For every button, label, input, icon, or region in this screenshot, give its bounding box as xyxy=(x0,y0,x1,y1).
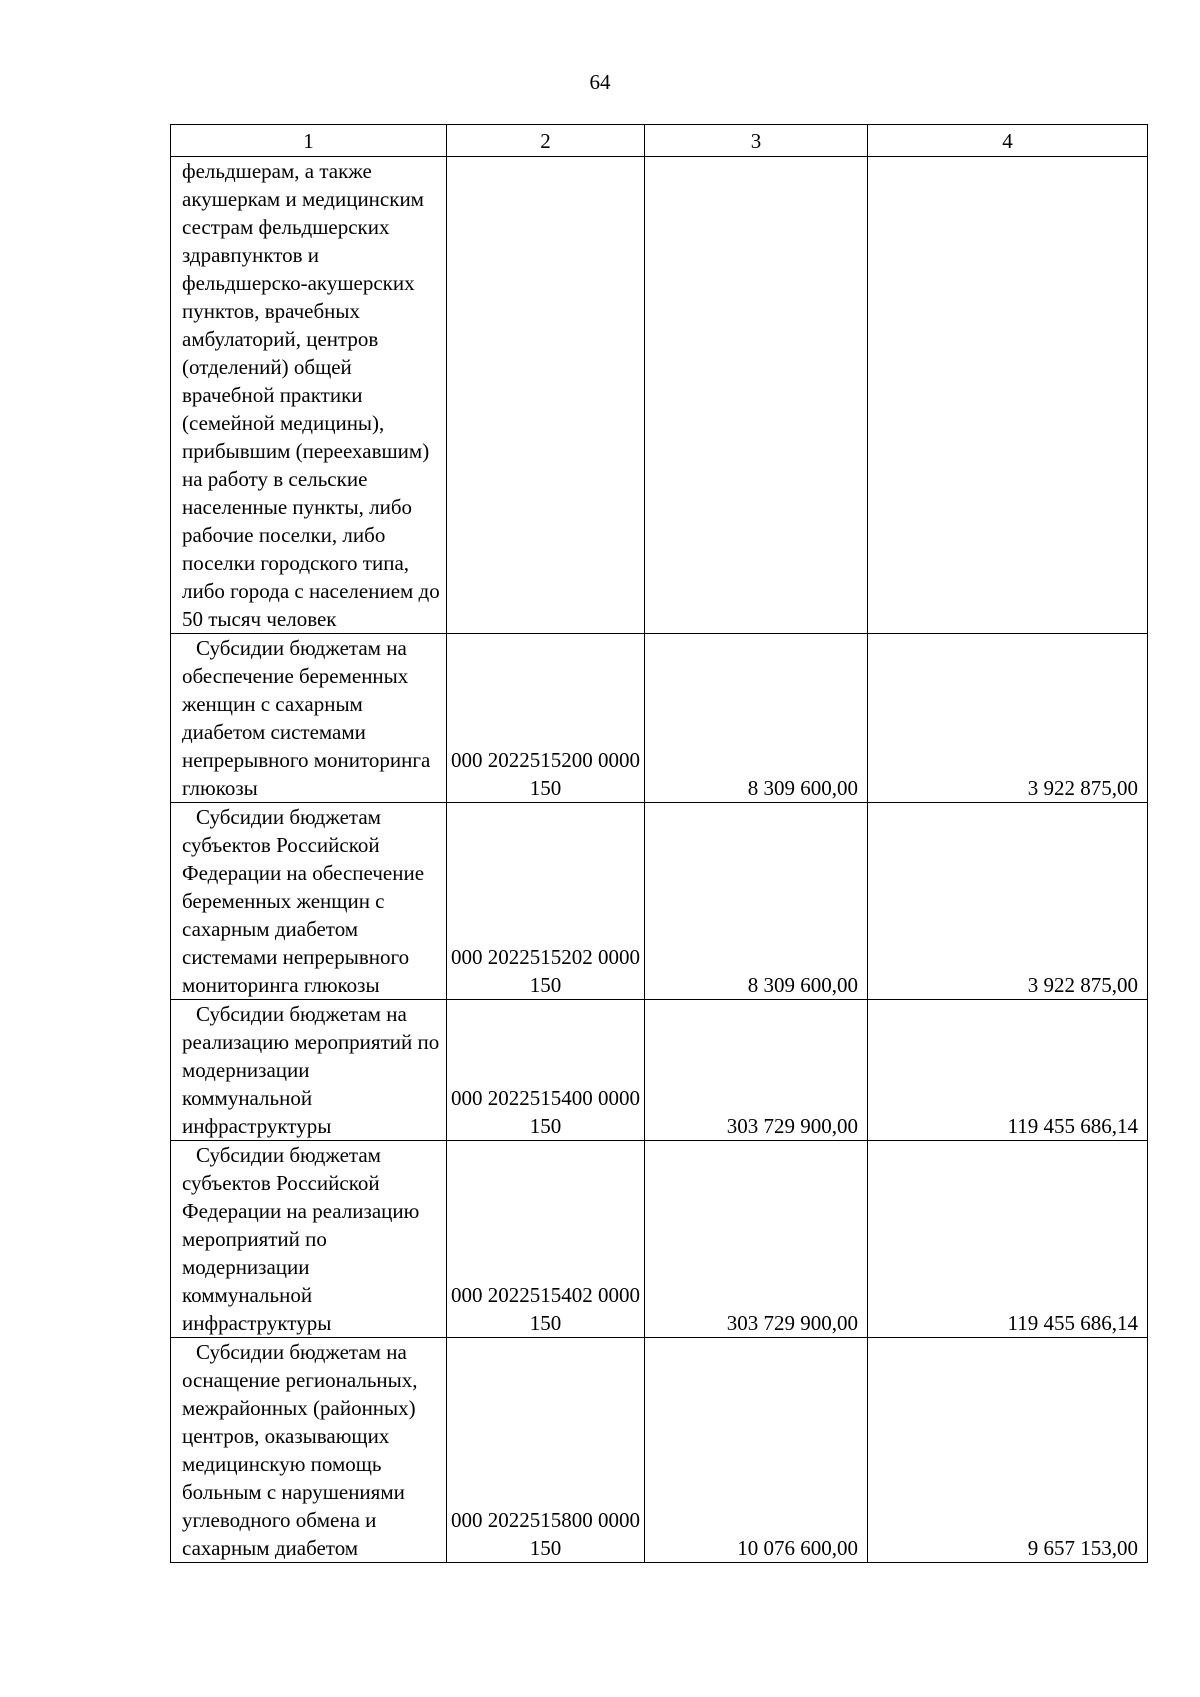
table-row xyxy=(171,157,1148,634)
budget-table xyxy=(170,124,1148,1563)
row-description: Субсидии бюджетам на обеспечение беременных женщин с сахарным диабетом системами непрерывного мониторинга глюкозы xyxy=(171,634,447,803)
row-value-col3: 8 309 600,00 xyxy=(645,634,868,803)
row-description: фельдшерам, а также акушеркам и медицинским сестрам фельдшерских здравпунктов и фельдшерско-акушерских пунктов, врачебных амбулаторий, центров (отделений) общей врачебной практики (семейной медицины), прибывшим (переехавшим) на работу в сельские населенные пункты, либо рабочие поселки, либо поселки городского типа, либо города с населением до 50 тысяч человек xyxy=(171,157,447,634)
row-value-col4: 119 455 686,14 xyxy=(868,1000,1148,1141)
row-value-col4: 3 922 875,00 xyxy=(868,803,1148,1000)
row-value-col3: 303 729 900,00 xyxy=(645,1000,868,1141)
row-value-col4 xyxy=(868,157,1148,634)
table-row xyxy=(171,1000,1148,1141)
table-row xyxy=(171,634,1148,803)
row-code: 000 2022515800 0000 150 xyxy=(447,1338,645,1563)
row-code: 000 2022515400 0000 150 xyxy=(447,1000,645,1141)
row-code xyxy=(447,157,645,634)
row-value-col3: 8 309 600,00 xyxy=(645,803,868,1000)
row-value-col4: 119 455 686,14 xyxy=(868,1141,1148,1338)
column-header-2: 2 xyxy=(447,125,645,157)
row-description: Субсидии бюджетам на оснащение региональных, межрайонных (районных) центров, оказывающих медицинскую помощь больным с нарушениями углеводного обмена и сахарным диабетом xyxy=(171,1338,447,1563)
column-header-1: 1 xyxy=(171,125,447,157)
row-value-col3 xyxy=(645,157,868,634)
row-code: 000 2022515202 0000 150 xyxy=(447,803,645,1000)
table-header-row xyxy=(171,125,1148,157)
column-header-4: 4 xyxy=(868,125,1148,157)
row-description: Субсидии бюджетам субъектов Российской Федерации на обеспечение беременных женщин с сахарным диабетом системами непрерывного мониторинга глюкозы xyxy=(171,803,447,1000)
table-row xyxy=(171,1338,1148,1563)
table-row xyxy=(171,1141,1148,1338)
row-value-col3: 303 729 900,00 xyxy=(645,1141,868,1338)
page-number: 64 xyxy=(589,70,611,94)
row-code: 000 2022515200 0000 150 xyxy=(447,634,645,803)
row-value-col4: 9 657 153,00 xyxy=(868,1338,1148,1563)
column-header-3: 3 xyxy=(645,125,868,157)
row-value-col3: 10 076 600,00 xyxy=(645,1338,868,1563)
table-row xyxy=(171,803,1148,1000)
row-value-col4: 3 922 875,00 xyxy=(868,634,1148,803)
row-code: 000 2022515402 0000 150 xyxy=(447,1141,645,1338)
row-description: Субсидии бюджетам на реализацию мероприятий по модернизации коммунальной инфраструктуры xyxy=(171,1000,447,1141)
row-description: Субсидии бюджетам субъектов Российской Федерации на реализацию мероприятий по модернизации коммунальной инфраструктуры xyxy=(171,1141,447,1338)
